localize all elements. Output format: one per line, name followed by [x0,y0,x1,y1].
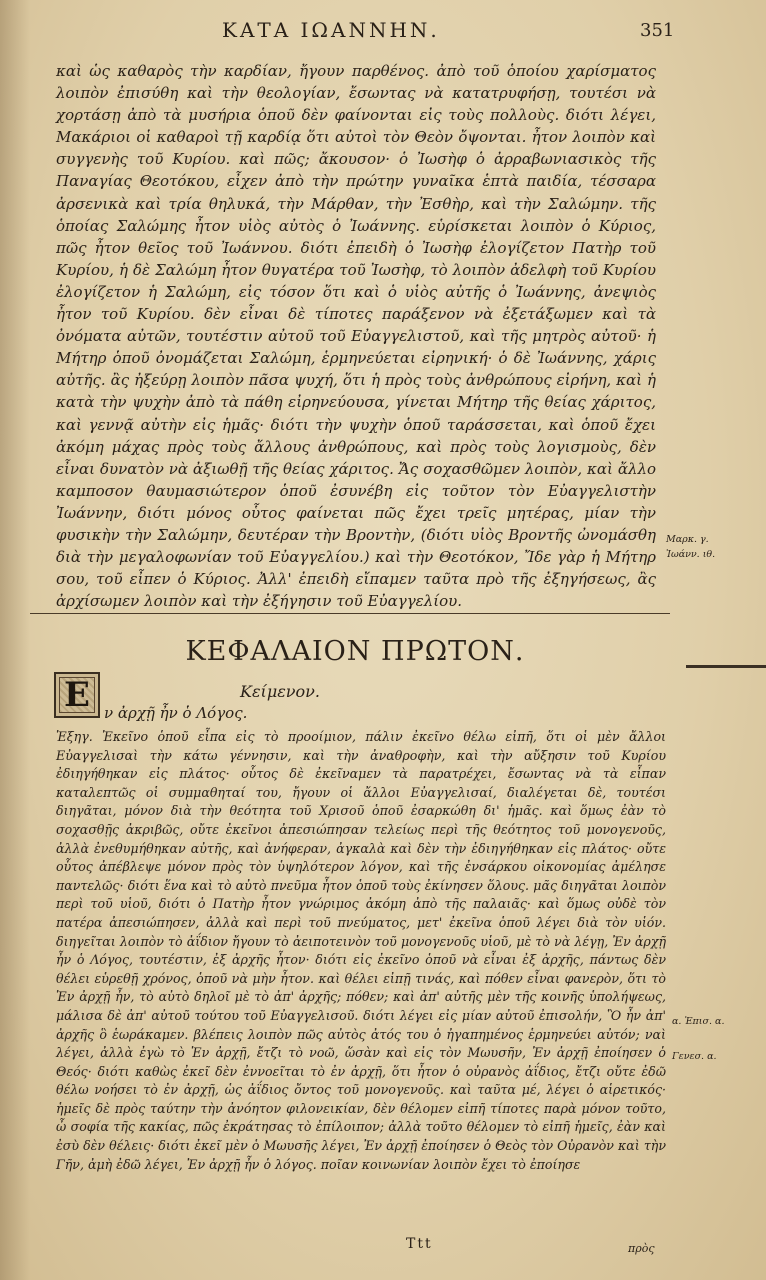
running-head [0,18,766,48]
section-rule [30,613,670,614]
margin-rule [686,665,766,668]
catchword: πρὸς [628,1242,655,1255]
verse-text: ν ἀρχῇ ἦν ὁ Λόγος. [104,704,248,722]
margin-note-mark: Μαρκ. γ. [666,534,709,545]
main-text: καὶ ὡς καθαρὸς τὴν καρδίαν, ἤγουν παρθένος. ἀπὸ τοῦ ὁποίου χαρίσματος λοιπὸν ἐπισύθη καὶ τὴν θεολογίαν, ἔσωντας νὰ κατατρυφήσῃ, τουτέσι νὰ χορτάσῃ ἀπὸ τὰ μυσήρια ὁποῦ δὲν φαίνονται εἰς τοὺς πολλοὺς. διότι λέγει, Μακάριοι οἱ καθαροὶ τῇ καρδίᾳ ὅτι αὐτοὶ τὸν Θεὸν ὄψονται. ἦτον λοιπὸν καὶ συγγενὴς τοῦ Κυρίου. καὶ πῶς; ἄκουσον· ὁ Ἰωσὴφ ὁ ἀρραβωνιασικὸς τῆς Παναγίας Θεοτόκου, εἶχεν ἀπὸ τὴν πρώτην γυναῖκα ἑπτὰ παιδία, τέσσαρα ἀρσενικὰ καὶ τρία θηλυκά, τὴν Μάρθαν, τὴν Ἐσθὴρ, καὶ τὴν Σαλώμην. τῆς ὁποίας Σαλώμης ἦτον υἱὸς αὐτὸς ὁ Ἰωάννης. εὑρίσκεται λοιπὸν ὁ Κύριος, πῶς ἦτον θεῖος τοῦ Ἰωάννου. διότι ἐπειδὴ ὁ Ἰωσὴφ ἐλογίζετον Πατὴρ τοῦ Κυρίου, ἡ δὲ Σαλώμη ἦτον θυγατέρα τοῦ Ἰωσὴφ, τὸ λοιπὸν ἀδελφὴ τοῦ Κυρίου ἐλογίζετον ἡ Σαλώμη, εἰς τόσον ὅτι καὶ ὁ υἱὸς αὐτῆς ὁ Ἰωάννης, ἀνεψιὸς ἦτον τοῦ Κυρίου. δὲν εἶναι δὲ τίποτες παράξενον νὰ ἐξετάξωμεν καὶ τὰ ὀνόματα αὐτῶν, τουτέστιν αὐτοῦ τοῦ Εὐαγγελιστοῦ, καὶ τῆς μητρὸς αὐτοῦ· ἡ Μήτηρ ὁποῦ ὀνομάζεται Σαλώμη, ἑρμηνεύεται εἰρηνική· ὁ δὲ Ἰωάννης, χάρις αὐτῆς. ἂς ἠξεύρῃ λοιπὸν πᾶσα ψυχή, ὅτι ἡ πρὸς τοὺς ἀνθρώπους εἰρήνη, καὶ ἡ κατὰ τὴν ψυχὴν ἀπὸ τὰ πάθη εἰρηνεύουσα, γίνεται Μήτηρ τῆς θείας χάριτος, καὶ γεννᾷ αὐτὴν εἰς ἡμᾶς· διότι τὴν ψυχὴν ὁποῦ ταράσσεται, καὶ ὁποῦ ἔχει ἀκόμη μάχας πρὸς τοὺς ἄλλους ἀνθρώπους, καὶ πρὸς τοὺς λογισμοὺς, δὲν εἶναι δυνατὸν νὰ ἀξιωθῇ τῆς θείας χάριτος. Ἄς σοχασθῶμεν λοιπὸν, καὶ ἄλλο καμποσον θαυμασιώτερον ὁποῦ ἐσυνέβη εἰς τοῦτον τὸν Εὐαγγελιστὴν Ἰωάννην, διότι μόνος οὗτος φαίνεται πῶς ἔχει τρεῖς μητέρας, μίαν τὴν φυσικὴν τὴν Σαλώμην, δευτέραν τὴν Βροντὴν, (διότι υἱὸς Βροντῆς ὠνομάσθη διὰ τὴν μεγαλοφωνίαν τοῦ Εὐαγγελίου.) καὶ τὴν Θεοτόκον, Ἴδε γὰρ ἡ Μήτηρ σου, τοῦ εἶπεν ὁ Κύριος. Ἀλλ' ἐπειδὴ εἴπαμεν ταῦτα πρὸ τῆς ἐξηγήσεως, ἂς ἀρχίσωμεν λοιπὸν καὶ τὴν ἐξήγησιν τοῦ Εὐαγγελίου. [56,62,656,611]
page-number: 351 [640,20,675,41]
margin-notes-top [666,532,762,562]
keimenon-label: Κείμενον. [240,682,320,701]
margin-notes-bottom [672,1014,766,1064]
drop-cap-letter: Ε [64,675,90,715]
running-title: ΚΑΤΑ ΙΩΑΝΝΗΝ. [222,18,440,42]
drop-cap [54,672,100,718]
margin-note-john: Ἰωάνν. ιθ. [666,549,716,560]
margin-note-genesis: Γενεσ. α. [672,1051,717,1062]
commentary-text: Ἐξηγ. Ἐκεῖνο ὁποῦ εἶπα εἰς τὸ προοίμιον, πάλιν ἐκεῖνο θέλω εἰπῆ, ὅτι οἱ μὲν ἄλλοι Εὐαγγελισαὶ τὴν κάτω γέννησιν, καὶ τὴν ἀναθροφὴν, καὶ τὴν αὔξησιν τοῦ Κυρίου ἐδιηγήθηκαν εἰς πλάτος· οὗτος δὲ ἐκεῖναμεν τὰ παρατρέχει, ἔσωντας νὰ τὰ εἶπαν καταλεπτῶς οἱ συμμαθηταί του, ἤγουν οἱ ἄλλοι Εὐαγγελισαί, διαλέγεται δὲ, τουτέσι διηγᾶται, μόνον διὰ τὴν θεότητα τοῦ Χρισοῦ ὁποῦ ἐσαρκώθη δι' ἡμᾶς. καὶ ὅμως ἐὰν τὸ σοχασθῇς ἀκριβῶς, οὔτε ἐκεῖνοι ἀπεσιώπησαν τελείως περὶ τῆς θεότητος τοῦ μονογενοῦς, ἀλλὰ ἐνεθυμήθηκαν αὐτῆς, καὶ ἀνήφεραν, ἀγκαλὰ καὶ δὲν τὴν ἐδιηγήθηκαν εἰς πλάτος· οὔτε οὗτος ἀπέβλεψε μόνον πρὸς τὸν ὑψηλότερον λόγον, καὶ τῆς ἐνσάρκου οἰκονομίας ἀμέλησε παντελῶς· διότι ἕνα καὶ τὸ αὐτὸ πνεῦμα ἦτον ὁποῦ τοὺς ἐκίνησεν ὅλους. μᾶς διηγᾶται λοιπὸν περὶ τοῦ υἱοῦ, διότι ὁ Πατὴρ ἦτον γνώριμος ἀκόμη ἀπὸ τῆς παλαιᾶς· καὶ ὅμως οὐδὲ τὸν πατέρα ἀπεσιώπησεν, ἀλλὰ καὶ περὶ τοῦ πνεύματος, μετ' ἐκεῖνα ὁποῦ λέγει διὰ τὸν υἱόν. διηγεῖται λοιπὸν τὸ ἀΐδιον ἤγουν τὸ ἀειποτεινὸν τοῦ μονογενοῦς υἱοῦ, μὲ τὸ νὰ λέγῃ, Ἐν ἀρχῇ ἦν ὁ Λόγος, τουτέστιν, ἐξ ἀρχῆς ἦτον· διότι εἰς ἐκεῖνο ὁποῦ νὰ εἶναι ἐξ ἀρχῆς, πάντως δὲν θέλει εὑρεθῇ χρόνος, ὁποῦ νὰ μὴν ἦτον. καὶ θέλει εἰπῇ τινάς, καὶ πόθεν εἶναι φανερὸν, ὅτι τὸ Ἐν ἀρχῇ ἦν, τὸ αὐτὸ δηλοῖ μὲ τὸ ἀπ' ἀρχῆς; πόθεν; καὶ ἀπ' αὐτῆς μὲν τῆς κοινῆς ὑπολήψεως, μάλισα δὲ ἀπ' αὐτοῦ τούτου τοῦ Εὐαγγελισοῦ. διότι λέγει εἰς μίαν αὐτοῦ ἐπισολήν, Ὃ ἦν ἀπ' ἀρχῆς ὃ ἑωράκαμεν. βλέπεις λοιπὸν πῶς αὐτὸς ἀτός του ὁ ἠγαπημένος ἑρμηνεύει αὐτόν; ναὶ λέγει, ἀλλὰ ἐγὼ τὸ Ἐν ἀρχῇ, ἔτζι τὸ νοῶ, ὥσὰν καὶ εἰς τὸν Μωυσῆν, Ἐν ἀρχῇ ἐποίησεν ὁ Θεός· διότι καθὼς ἐκεῖ δὲν ἐννοεῖται τὸ ἐν ἀρχῇ, ὅτι ἦτον ὁ οὐρανὸς ἀΐδιος, ἔτζι οὔτε ἐδῶ θέλω νοήσει τὸ ἐν ἀρχῇ, ὡς ἀΐδιος ὄντος τοῦ μονογενοῦς. καὶ ταῦτα μέ, λέγει ὁ αἱρετικός· ἡμεῖς δὲ πρὸς ταύτην τὴν ἀνόητον φιλονεικίαν, δὲν θέλομεν εἰπῆ τίποτες παρὰ μόνον τοῦτο, ὦ σοφία τῆς κακίας, πῶς ἐκράτησας τὸ ἐπίλοιπον; ἀλλὰ τοῦτο θέλομεν τὸ εἰπῆ ἡμεῖς, ἐὰν καὶ ἐσὺ δὲν θέλεις· διότι ἐκεῖ μὲν ὁ Μωυσῆς λέγει, Ἐν ἀρχῇ ἐποίησεν ὁ Θεὸς τὸν Οὐρανὸν καὶ τὴν Γῆν, ἀμὴ ἐδῶ λέγει, Ἐν ἀρχῇ ἦν ὁ λόγος. ποῖαν κοινωνίαν λοιπὸν ἔχει τὸ ἐποίησε [56,729,666,1172]
chapter-heading: ΚΕΦΑΛΑΙΟΝ ΠΡΩΤΟΝ. [185,636,525,667]
margin-note-epistle: α. Ἐπισ. α. [672,1016,725,1027]
signature-mark: Ttt [406,1236,433,1252]
